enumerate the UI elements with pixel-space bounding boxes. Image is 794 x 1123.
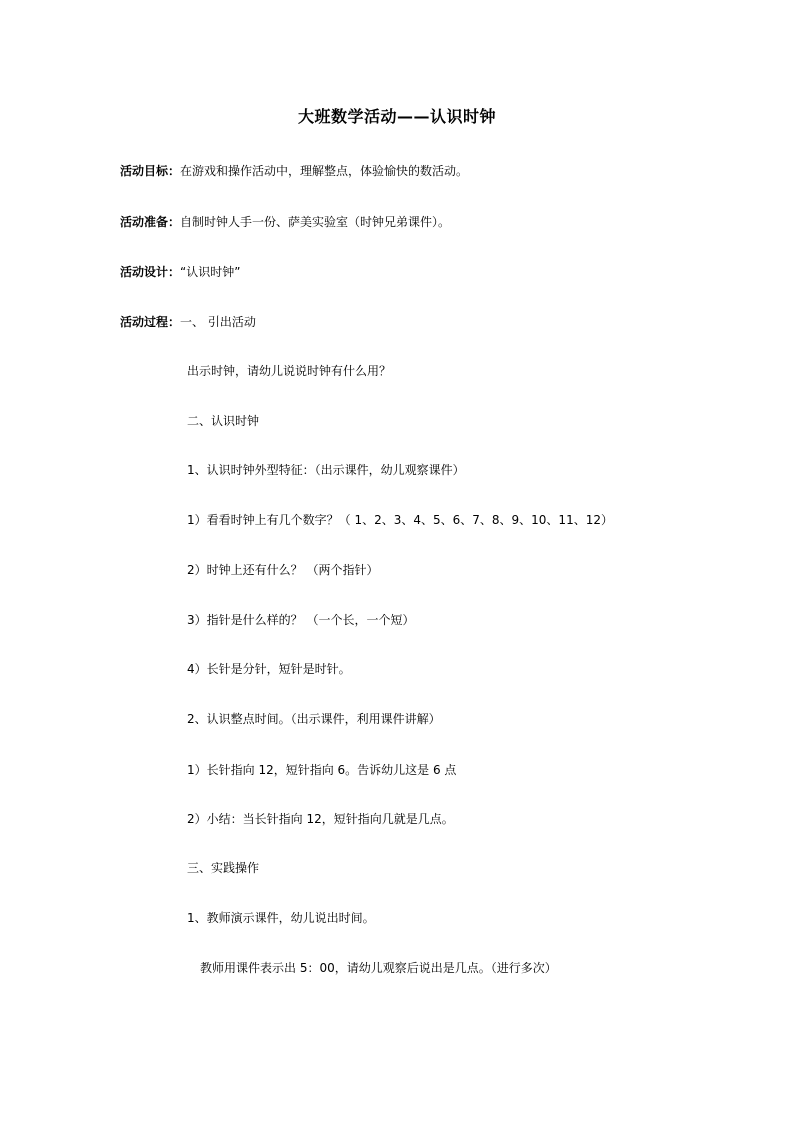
paragraph-line: 1、教师演示课件，幼儿说出时间。 <box>187 911 375 925</box>
prep-line <box>120 214 450 230</box>
process-label: 活动过程： <box>120 315 181 329</box>
prep-text: 自制时钟人手一份、萨美实验室（时钟兄弟课件）。 <box>180 215 451 229</box>
process-text: 一、 引出活动 <box>180 315 256 329</box>
paragraph-line: 出示时钟，请幼儿说说时钟有什么用？ <box>187 364 392 378</box>
section-heading: 二、认识时钟 <box>187 414 260 428</box>
paragraph-line: 2）时钟上还有什么？ （两个指针） <box>187 563 379 577</box>
process-line <box>120 314 256 330</box>
design-label: 活动设计： <box>120 265 181 279</box>
design-line <box>120 264 240 280</box>
paragraph-line: 1、认识时钟外型特征：（出示课件，幼儿观察课件） <box>187 463 465 477</box>
paragraph-line: 1）长针指向 12，短针指向 6。告诉幼儿这是 6 点 <box>187 763 457 777</box>
goal-text: 在游戏和操作活动中，理解整点，体验愉快的数活动。 <box>180 164 469 178</box>
paragraph-line: 1）看看时钟上有几个数字？（ 1、2、3、4、5、6、7、8、9、10、11、12） <box>187 513 613 527</box>
paragraph-line: 2、认识整点时间。（出示课件，利用课件讲解） <box>187 712 441 726</box>
paragraph-line: 教师用课件表示出 5：00，请幼儿观察后说出是几点。（进行多次） <box>200 961 557 975</box>
section-heading: 三、实践操作 <box>187 861 260 875</box>
paragraph-line: 3）指针是什么样的？ （一个长，一个短） <box>187 613 415 627</box>
document-title: 大班数学活动——认识时钟 <box>297 107 496 126</box>
goal-line <box>120 163 468 179</box>
design-text: “认识时钟” <box>180 265 241 279</box>
goal-label: 活动目标： <box>120 164 181 178</box>
paragraph-line: 4）长针是分针，短针是时针。 <box>187 662 351 676</box>
prep-label: 活动准备： <box>120 215 181 229</box>
paragraph-line: 2）小结：当长针指向 12，短针指向几就是几点。 <box>187 812 454 826</box>
